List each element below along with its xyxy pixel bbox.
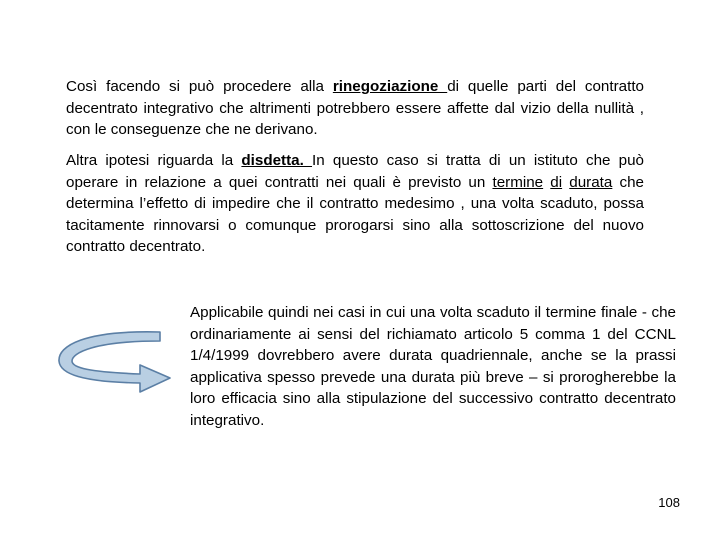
term-disdetta: disdetta.: [241, 152, 313, 169]
term-durata: durata: [569, 173, 613, 191]
term-di: di: [550, 173, 563, 191]
term-termine: termine: [492, 173, 544, 191]
p2-text-after: che determina l’effetto di impedire che il contratto medesimo , una volta scaduto, possa tacitamente rinnovarsi o comunque prorogarsi sino alla sottoscrizione del nuovo contratto decentrato.: [66, 173, 644, 255]
paragraph-application: Applicabile quindi nei casi in cui una volta scaduto il termine finale - che ordinariamente ai sensi del richiamato articolo 5 comma 1 del CCNL 1/4/1999 dovrebbero avere durata quadriennale, anche se la prassi applicativa spesso prevede una durata più breve – si prorogherebbe la loro efficacia sino alla stipulazione del successivo contratto decentrato integrativo.: [190, 304, 676, 429]
paragraph-termination: [66, 150, 644, 258]
p2-text-middle: In questo caso si tratta di un istituto che può operare in relazione a quei contratti nei quali è previsto un: [66, 152, 644, 191]
page-number: 108: [658, 495, 680, 510]
p1-text-after: di quelle parti del contratto decentrato integrativo che altrimenti potrebbero essere affette dal vizio della nullità , con le conseguenze che ne derivano.: [66, 78, 644, 138]
curved-arrow-shape: [59, 332, 170, 392]
curved-arrow-icon: [54, 326, 172, 394]
paragraph-renegotiation: [66, 76, 644, 141]
p2-text-before: Altra ipotesi riguarda la: [66, 152, 242, 169]
p1-text-before: Così facendo si può procedere alla: [66, 78, 333, 95]
term-rinegoziazione: rinegoziazione: [332, 78, 448, 95]
